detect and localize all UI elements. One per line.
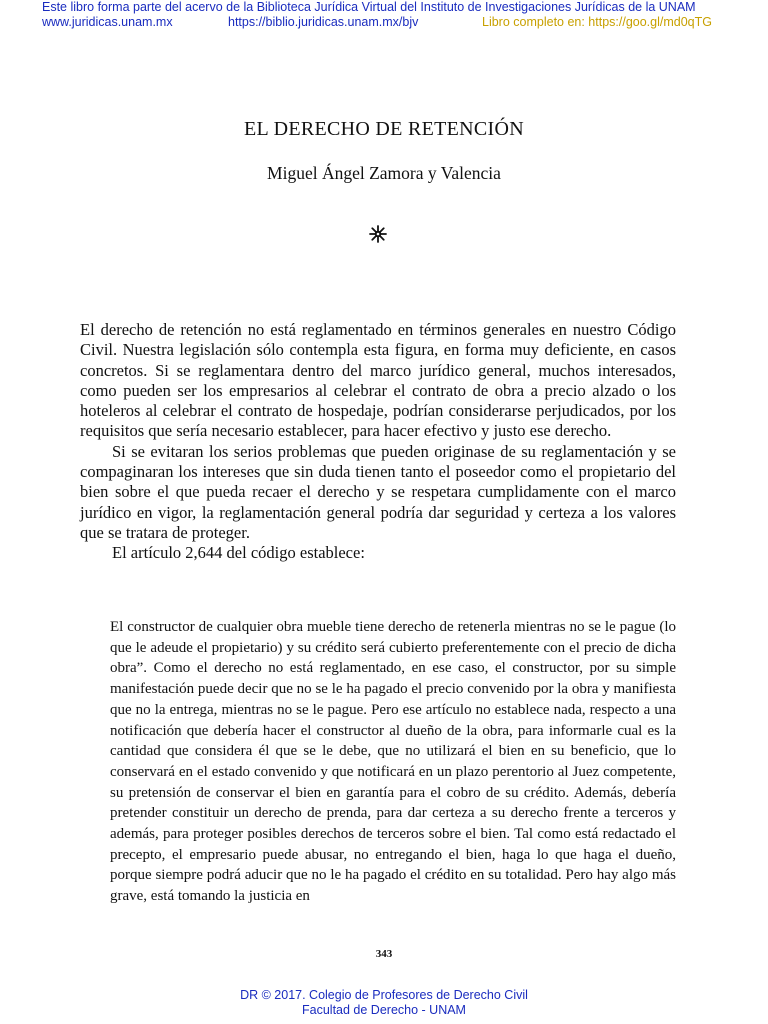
footer-copyright: DR © 2017. Colegio de Profesores de Derecho Civil — [240, 988, 528, 1002]
juridicas-link[interactable]: www.juridicas.unam.mx — [42, 15, 173, 29]
paragraph-3: El artículo 2,644 del código establece: — [112, 543, 365, 563]
footer-faculty: Facultad de Derecho - UNAM — [302, 1003, 466, 1017]
biblio-link[interactable]: https://biblio.juridicas.unam.mx/bjv — [228, 15, 419, 29]
asterism-ornament-icon — [368, 224, 388, 244]
quote-text: El constructor de cualquier obra mueble tiene derecho de retenerla mientras no se le pague (lo que le adeude el propietario) y su crédito será cubierto preferentemente con el precio de dicha obra”. Como el derecho no está reglamentado, en ese caso, el constructor, por su simple manifestación puede decir que no se le ha pagado el precio convenido por la obra y manifiesta que no la entrega, mientras no se le pague. Pero ese artículo no establece nada, respecto a una notificación que debería hacer el constructor al dueño de la obra, para informarle cual es la cantidad que considera él que se le debe, que no utilizará el bien en su beneficio, que lo conservará en el estado convenido y que notificará en un plazo perentorio al Juez competente, su pretensión de conservar el bien en garantía para el cobro de su crédito. Además, debería pretender constituir un derecho de prenda, para dar certeza a su derecho frente a terceros y además, para proteger posibles derechos de terceros sobre el bien. Tal como está redactado el precepto, el empresario puede abusar, no entregando el bien, haga lo que haga el dueño, porque siempre podrá aducir que no le ha pagado el crédito en su totalidad. Pero hay algo más grave, está tomando la justicia en — [110, 619, 676, 905]
article-body — [80, 320, 676, 564]
block-quote — [110, 617, 676, 907]
banner-notice: Este libro forma parte del acervo de la Biblioteca Jurídica Virtual del Instituto de Investigaciones Jurídicas de la UNAM — [42, 0, 696, 14]
page-number: 343 — [375, 948, 393, 960]
full-book-link[interactable]: Libro completo en: https://goo.gl/md0qTG — [482, 15, 712, 29]
author-name: Miguel Ángel Zamora y Valencia — [267, 163, 501, 183]
paragraph-1: El derecho de retención no está reglamentado en términos generales en nuestro Código Civil. Nuestra legislación sólo contempla esta figura, en forma muy deficiente, en casos concretos. Si se reglamentara dentro del marco jurídico general, muchos interesados, como pueden ser los empresarios al celebrar el contrato de obra a precio alzado o los hoteleros al celebrar el contrato de hospedaje, podrían considerarse perjudicados, por los requisitos que sería necesario establecer, para hacer efectivo y justo ese derecho. — [80, 320, 676, 441]
page-title: EL DERECHO DE RETENCIÓN — [243, 118, 524, 140]
footer — [0, 988, 768, 1018]
paragraph-2: Si se evitaran los serios problemas que pueden originase de su reglamentación y se compaginaran los intereses que sin duda tienen tanto el poseedor como el propietario del bien sobre el que pueda recaer el derecho y se respetara cumplidamente con el marco jurídico en vigor, la reglamentación general podría dar seguridad y certeza a los valores que se tratara de proteger. — [80, 441, 676, 542]
